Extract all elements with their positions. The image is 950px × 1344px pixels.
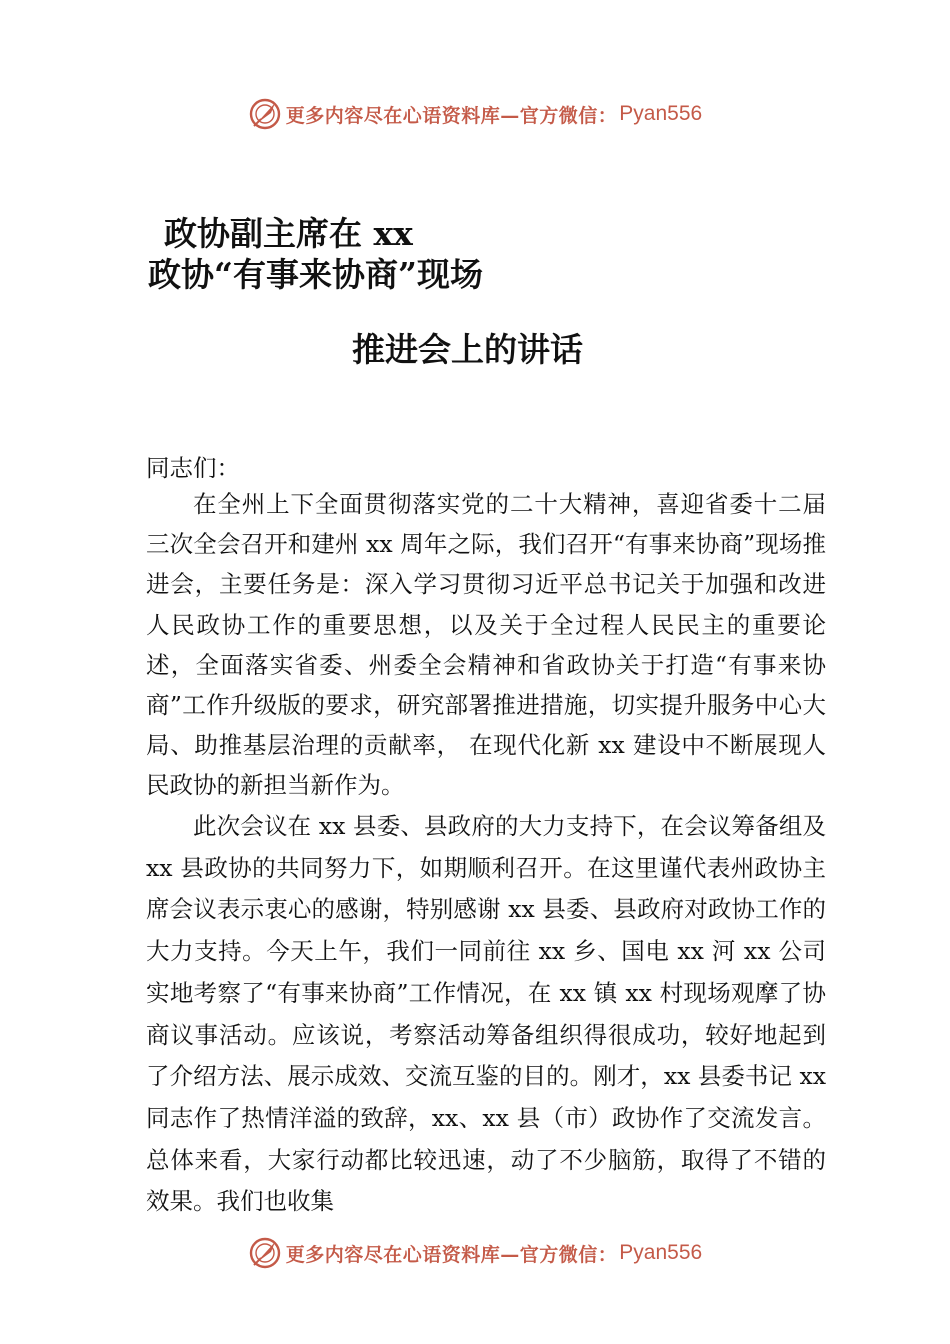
- watermark-wechat-id: Pyan556: [619, 1241, 703, 1264]
- paragraph-2: 此次会议在 xx 县委、县政府的大力支持下，在会议筹备组及 xx 县政协的共同努力下，如期顺利召开。在这里谨代表州政协主席会议表示衷心的感谢，特别感谢 xx 县委、县政府对政协工作的大力支持。今天上午，我们一同前往 xx 乡、国电 xx 河 xx 公司实地考察了“有事来协商”工作情况，在 xx 镇 xx 村现场观摩了协商议事活动。应该说，考察活动筹备组织得很成功，较好地起到了介绍方法、展示成效、交流互鉴的目的。刚才，xx 县委书记 xx 同志作了热情洋溢的致辞，xx、xx 县（市）政协作了交流发言。总体来看，大家行动都比较迅速，动了不少脑筋，取得了不错的效果。我们也收集: [146, 812, 826, 1216]
- title-line-1: 政协副主席在 xx: [164, 214, 413, 253]
- title-line-2: 政协“有事来协商”现场: [148, 255, 483, 294]
- footer-watermark: [0, 1233, 950, 1273]
- header-watermark: [0, 94, 950, 134]
- watermark-text: 更多内容尽在心语资料库—官方微信：: [285, 104, 618, 127]
- watermark-wechat-id: Pyan556: [619, 102, 703, 125]
- quill-logo-icon: [248, 1236, 282, 1270]
- paragraph-1: 在全州上下全面贯彻落实党的二十大精神，喜迎省委十二届三次全会召开和建州 xx 周年之际，我们召开“有事来协商”现场推进会，主要任务是：深入学习贯彻习近平总书记关于加强和改进人民政协工作的重要思想，以及关于全过程人民民主的重要论述，全面落实省委、州委全会精神和省政协关于打造“有事来协商”工作升级版的要求，研究部署推进措施，切实提升服务中心大局、助推基层治理的贡献率， 在现代化新 xx 建设中不断展现人民政协的新担当新作为。: [146, 490, 826, 800]
- watermark-text: 更多内容尽在心语资料库—官方微信：: [285, 1243, 618, 1266]
- title-line-3: 推进会上的讲话: [352, 330, 583, 369]
- salutation: 同志们：: [146, 454, 240, 482]
- quill-logo-icon: [248, 97, 282, 131]
